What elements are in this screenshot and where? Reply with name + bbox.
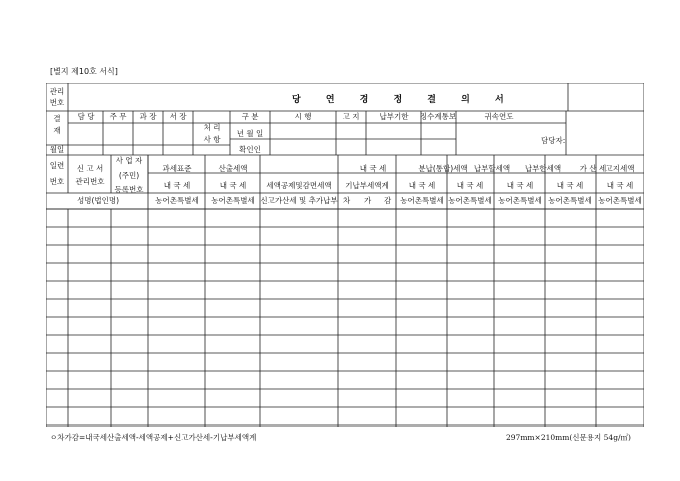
serial-label-1: 일련 [49,161,65,170]
execution-label: 시 행 [294,112,312,121]
section-head-label: 과 장 [139,112,157,121]
diff-label-a: 차 [343,196,351,205]
rural-tax-3: 농어촌특별세 [400,196,444,205]
tax-base-nat: 내 국 세 [163,181,191,190]
attribution-year-label: 귀속연도 [484,112,514,121]
category-label: 구 분 [241,112,259,121]
diff-label-c: 감 [384,196,392,205]
calc-tax-header: 산출세액 [218,164,248,173]
filing-no-label-2: 관리번호 [75,177,105,186]
mgmt-no-label-1: 관리 [49,87,65,96]
notice-label: 고 지 [342,112,360,121]
footer-note: ㅇ차가감=내국세산출세액-세액공제+신고가산세-기납부세액계 [50,433,257,442]
filing-add-pay-header: 신고가산세 및 추가납부 [260,196,338,205]
mgmt-no-label-2: 번호 [49,98,65,107]
footer-paper-spec: 297mm×210mm(신문용지 54g/㎡) [506,433,631,442]
month-day-label: 월일 [49,145,65,154]
domestic-tax-header: 내 국 세 [359,164,387,173]
notice-tax-nat: 내 국 세 [606,181,634,190]
filing-no-label-1: 신 고 서 [76,164,104,173]
chief-label: 주 무 [109,112,127,121]
calc-tax-nat: 내 국 세 [219,181,247,190]
diff-label-b: 가 [364,196,372,205]
rural-tax-5: 농어촌특별세 [498,196,542,205]
rural-tax-4: 농어촌특별세 [448,196,492,205]
name-corp-header: 성명(법인명) [76,196,120,205]
officer-label: 담 당 [77,112,95,121]
paid-nat: 내 국 세 [506,181,534,190]
bizreg-label-1: 사 업 자 [115,156,143,165]
add-tax-header: 가 산 세 [579,164,607,173]
tax-base-header: 과세표준 [162,164,192,173]
rural-tax-1: 농어촌특별세 [155,196,199,205]
installment-nat: 내 국 세 [408,181,436,190]
approval-label-2: 재 [53,126,61,135]
rural-tax-7: 농어촌특별세 [598,196,642,205]
processing-label-1: 처 리 [203,123,221,132]
prepaid-tax-header: 기납부세액계 [345,181,389,190]
rural-tax-6: 농어촌특별세 [548,196,592,205]
resolution-form [46,83,644,427]
processing-label-2: 사 항 [203,135,221,144]
form-code: [별지 제10호 서식] [50,67,118,76]
add-tax-nat: 내 국 세 [556,181,584,190]
director-label: 서 장 [169,112,187,121]
bizreg-label-2: (주민) [118,171,140,180]
notice-tax-header: 고지세액 [605,164,635,173]
form-title: 당 연 경 정 결 의 서 [292,95,515,105]
installment-tax-header: 분납(통합)세액 [418,164,468,173]
serial-label-2: 번호 [49,177,65,186]
confirmer-label: 확인인 [239,145,261,154]
rural-tax-2: 농어촌특별세 [211,196,255,205]
due-date-label: 납부기한 [379,112,409,121]
ymd-label: 년 월 일 [236,129,264,138]
pay-add-nat: 내 국 세 [456,181,484,190]
approval-label-1: 결 [53,114,61,123]
collection-notice-label: 징수계통보 [419,112,457,121]
form-grid [46,83,644,427]
paid-tax-header: 납부한세액 [524,164,562,173]
credit-deduction-header: 세액공제및감면세액 [266,181,332,190]
pay-add-tax-header: 납부할세액 [473,164,511,173]
bizreg-label-3: 등록번호 [114,185,144,194]
person-in-charge-label: 담당자: [541,136,566,145]
